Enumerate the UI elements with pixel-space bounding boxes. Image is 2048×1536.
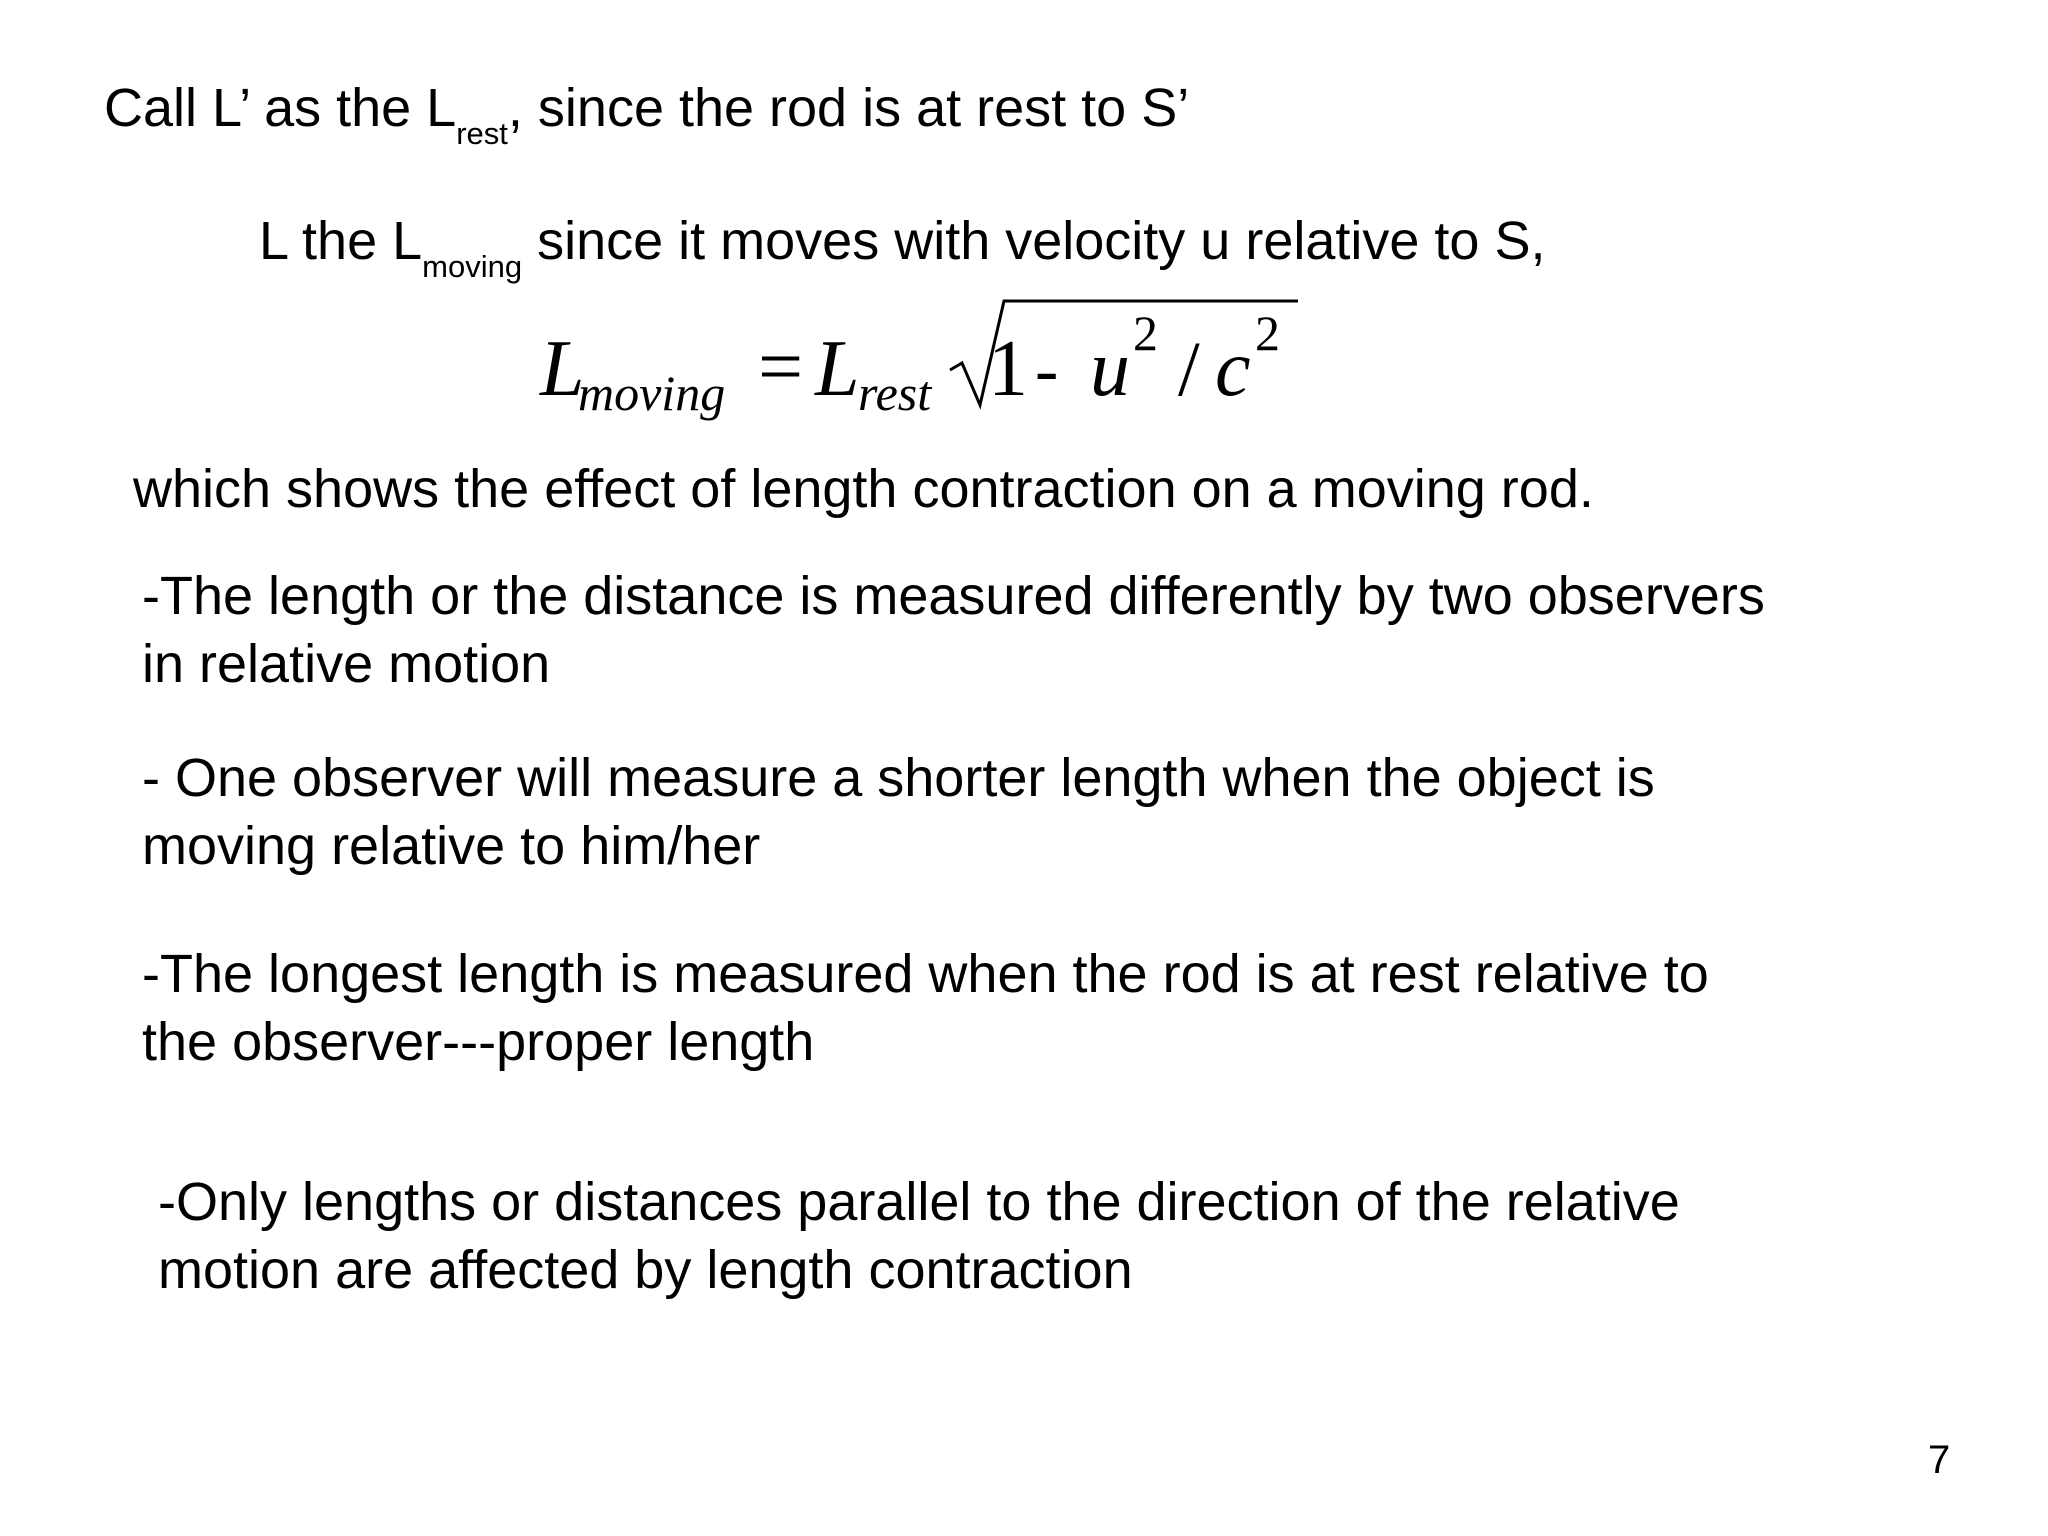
intro-line-moving-post: since it moves with velocity u relative to S,	[522, 211, 1546, 271]
bullet-point-4	[158, 1168, 1680, 1304]
eq-rhs-symbol: L	[815, 325, 860, 413]
length-contraction-equation	[530, 295, 1300, 435]
eq-lhs-subscript: moving	[578, 365, 726, 421]
eq-equals-sign: =	[758, 323, 804, 411]
eq-lhs-symbol: L	[540, 325, 585, 413]
bullet-point-1	[142, 562, 1765, 698]
bullet-point-3	[142, 940, 1709, 1076]
bullet-point-2	[142, 744, 1655, 880]
bullet-point-4-line-2: motion are affected by length contraction	[158, 1240, 1133, 1300]
eq-u: u	[1090, 325, 1130, 413]
eq-c-exponent: 2	[1255, 305, 1280, 361]
eq-u-exponent: 2	[1133, 305, 1158, 361]
subscript-moving: moving	[422, 249, 523, 284]
intro-line-rest-pre: Call L’ as the L	[104, 78, 457, 138]
bullet-point-1-line-2: in relative motion	[142, 634, 551, 694]
bullet-point-2-line-1: - One observer will measure a shorter length when the object is	[142, 748, 1655, 808]
eq-c: c	[1215, 325, 1251, 413]
eq-slash: /	[1178, 325, 1200, 412]
eq-one: 1	[988, 325, 1028, 413]
bullet-point-3-line-2: the observer---proper length	[142, 1012, 815, 1072]
intro-line-moving	[259, 207, 1546, 284]
eq-rhs-subscript: rest	[858, 365, 932, 421]
intro-line-rest-post: , since the rod is at rest to S’	[507, 78, 1190, 138]
bullet-point-1-line-1: -The length or the distance is measured differently by two observers	[142, 566, 1765, 626]
intro-line-rest	[104, 74, 1190, 151]
bullet-point-2-line-2: moving relative to him/her	[142, 816, 761, 876]
bullet-point-4-line-1: -Only lengths or distances parallel to the direction of the relative	[158, 1172, 1680, 1232]
bullet-point-3-line-1: -The longest length is measured when the rod is at rest relative to	[142, 944, 1709, 1004]
subscript-rest: rest	[456, 116, 508, 151]
page-number: 7	[1928, 1438, 1951, 1482]
intro-line-moving-pre: L the L	[259, 211, 423, 271]
eq-minus: -	[1035, 332, 1059, 409]
effect-statement: which shows the effect of length contraction on a moving rod.	[133, 459, 1594, 519]
